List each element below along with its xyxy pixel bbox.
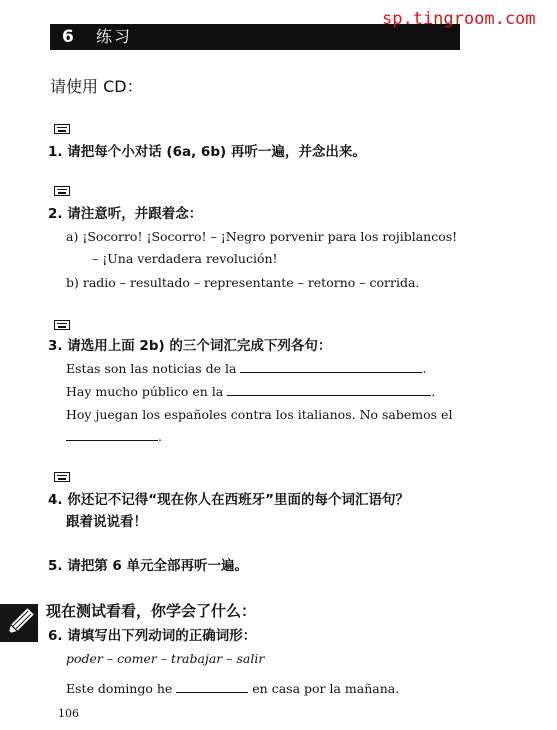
fill-sentence-2 — [66, 383, 435, 401]
exercise-3 — [48, 336, 331, 356]
answer-blank[interactable] — [66, 429, 158, 441]
sentence-text: ¡Socorro! ¡Socorro! – ¡Negro porvenir para los rojiblancos! — [82, 229, 458, 244]
cassette-tape-icon — [54, 124, 70, 134]
watermark: sp.tingroom.com — [382, 9, 536, 29]
exercise-instruction: 请把第 6 单元全部再听一遍。 — [67, 558, 249, 574]
exercise-1 — [48, 142, 366, 162]
exercise-instruction: 你还记不记得“现在你人在西班牙”里面的每个词汇语句？ — [67, 492, 409, 508]
sentence-text: Este domingo he — [66, 681, 173, 696]
exercise-2 — [48, 204, 202, 224]
exercise-number: 2. — [48, 206, 63, 222]
chapter-number: 6 — [62, 27, 74, 47]
cd-instruction-heading: 请使用 CD： — [50, 77, 143, 96]
answer-blank[interactable] — [240, 361, 422, 373]
exercise-number: 1. — [48, 144, 63, 160]
sentence-text: en casa por la mañana. — [252, 681, 400, 696]
sentence-end: . — [431, 384, 436, 399]
answer-blank[interactable] — [176, 681, 248, 693]
exercise-instruction: 请注意听，并跟着念： — [67, 206, 203, 222]
fill-sentence-3: Hoy juegan los españoles contra los italianos. No sabemos el — [66, 407, 453, 422]
exercise-4-line-2: 跟着说说看！ — [66, 514, 147, 530]
fill-sentence-1 — [66, 360, 426, 378]
pencil-icon — [0, 604, 38, 642]
self-test-heading: 现在测试看看，你学会了什么： — [46, 602, 257, 620]
sentence-end: . — [422, 361, 427, 376]
exercise-5 — [48, 556, 248, 576]
sentence-text: Hay mucho público en la — [66, 384, 224, 399]
exercise-number: 5. — [48, 558, 63, 574]
page-number: 106 — [58, 707, 79, 720]
exercise-4 — [48, 490, 409, 510]
exercise-6 — [48, 626, 256, 646]
exercise-2a-line-1 — [66, 228, 457, 246]
sentence-end: . — [158, 429, 162, 444]
sentence-text: radio – resultado – representante – retorno – corrida. — [82, 275, 420, 290]
exercise-2a-line-2: – ¡Una verdadera revolución! — [92, 251, 278, 266]
verb-list: poder – comer – trabajar – salir — [66, 651, 265, 666]
cassette-tape-icon — [54, 472, 70, 482]
exercise-2b-line — [66, 274, 419, 292]
exercise-instruction: 请选用上面 2b) 的三个词汇完成下列各句： — [67, 338, 332, 354]
exercise-number: 4. — [48, 492, 63, 508]
sentence-text: Estas son las noticias de la — [66, 361, 237, 376]
cassette-tape-icon — [54, 320, 70, 330]
fill-sentence-3-blank — [66, 428, 162, 446]
exercise-number: 3. — [48, 338, 63, 354]
exercise-instruction: 请填写出下列动词的正确词形： — [67, 628, 257, 644]
fill-sentence-6 — [66, 680, 399, 698]
sub-label: b) — [66, 275, 79, 290]
answer-blank[interactable] — [227, 384, 431, 396]
chapter-title: 练习 — [96, 27, 133, 46]
exercise-instruction: 请把每个小对话 (6a, 6b) 再听一遍，并念出来。 — [67, 144, 366, 160]
cassette-tape-icon — [54, 186, 70, 196]
sub-label: a) — [66, 229, 79, 244]
exercise-number: 6. — [48, 628, 63, 644]
